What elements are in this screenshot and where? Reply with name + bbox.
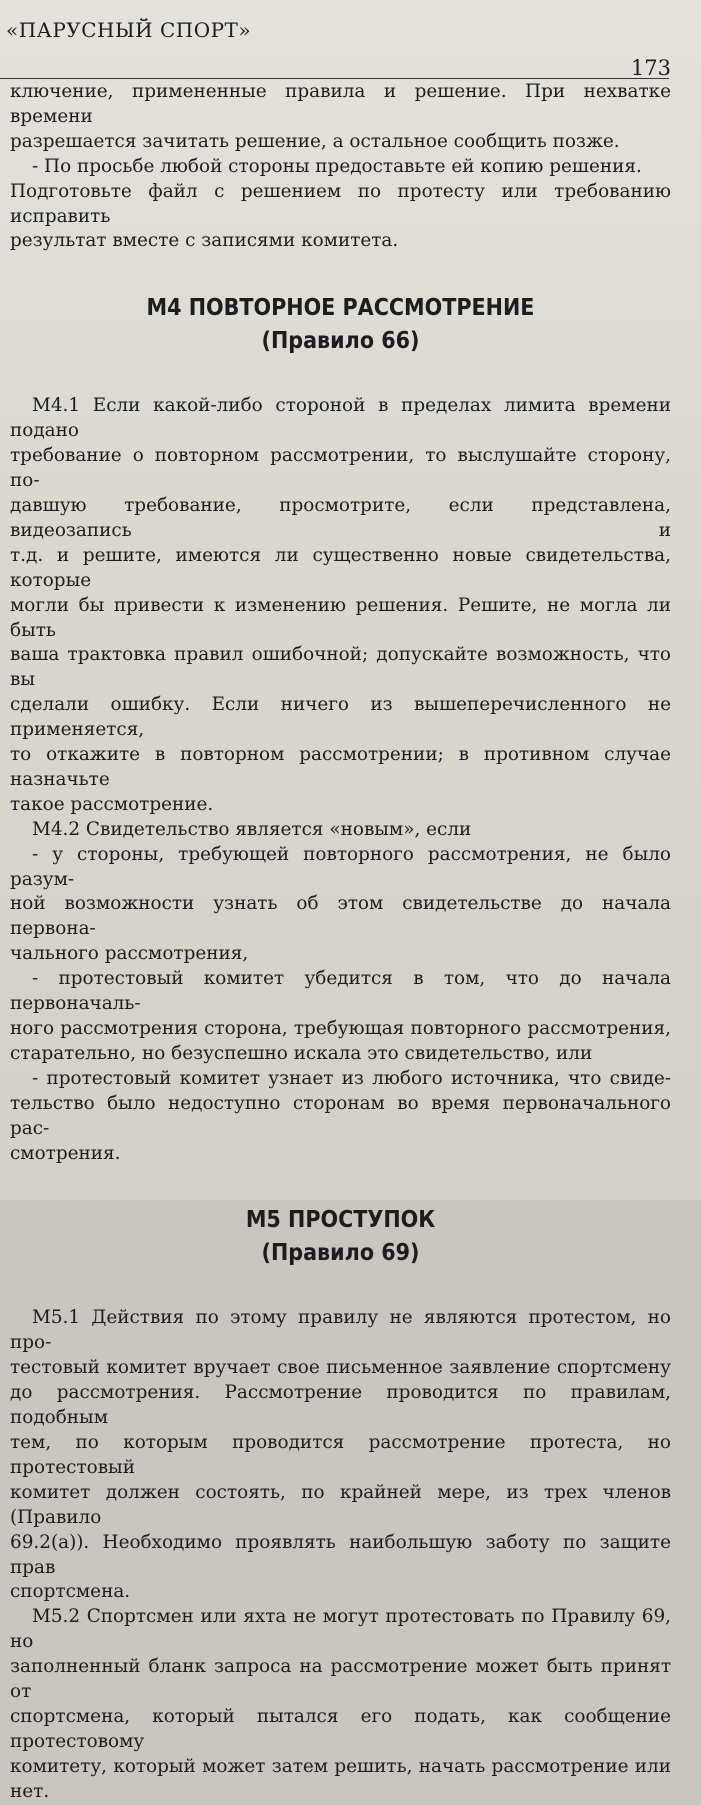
m4-1-line: то откажите в повторном рассмотрении; в противном случае назначьте [10, 744, 671, 790]
section-m4-rule-ref: (Правило 66) [261, 328, 420, 355]
m4-2-item-1-line: - у стороны, требующей повторного рассмотрения, не было разум- [10, 843, 671, 890]
m4-2-item-2-line: ного рассмотрения сторона, требующая повторного рассмотрения, [10, 1018, 671, 1039]
section-m5-title: М5 ПРОСТУПОК [245, 1207, 436, 1234]
section-m5-heading [10, 1204, 671, 1270]
intro-line: Подготовьте файл с решением по протесту или требованию исправить [10, 180, 671, 227]
m5-1-line: до рассмотрения. Рассмотрение проводится по правилам, подобным [10, 1382, 671, 1429]
m4-1-line: такое рассмотрение. [10, 793, 214, 815]
m4-2-item-3-line: - протестовый комитет узнает из любого источника, что свиде- [32, 1067, 671, 1089]
intro-line: ключение, примененные правила и решение. При нехватке времени [10, 81, 671, 127]
intro-line: разрешается зачитать решение, а остальное сообщить позже. [10, 130, 620, 152]
m4-2-item-2-line: старательно, но безуспешно искала это свидетельство, или [10, 1042, 593, 1064]
m5-1-line: тем, по которым проводится рассмотрение протеста, но протестовый [10, 1431, 671, 1478]
m5-1-line: тестовый комитет вручает свое письменное заявление спортсмену [10, 1357, 671, 1379]
section-m5-rule-ref: (Правило 69) [261, 1240, 420, 1267]
m4-1-line: М4.1 Если какой-либо стороной в пределах лимита времени подано [10, 395, 671, 442]
m4-2-item-2-line: - протестовый комитет убедится в том, что до начала первоначаль- [10, 968, 671, 1015]
m4-1-line: сделали ошибку. Если ничего из вышеперечисленного не применяется, [10, 694, 671, 741]
header-rule [0, 78, 669, 79]
running-title: «ПАРУСНЫЙ СПОРТ» [6, 18, 252, 42]
m4-1-line: давшую требование, просмотрите, если представлена, видеозапись и [10, 494, 671, 541]
m4-2-item-1-line: ной возможности узнать об этом свидетельстве до начала первона- [10, 893, 671, 940]
intro-copy-request: - По просьбе любой стороны предоставьте ей копию решения. [32, 155, 642, 177]
m4-1-line: т.д. и решите, имеются ли существенно новые свидетельства, которые [10, 544, 671, 591]
m4-1-line: могли бы привести к изменению решения. Решите, не могла ли быть [10, 594, 671, 641]
m4-1-line: требование о повторном рассмотрении, то выслушайте сторону, по- [10, 445, 671, 492]
m4-2-intro: М4.2 Свидетельство является «новым», если [32, 818, 472, 840]
m5-2-line: М5.2 Спортсмен или яхта не могут протестовать по Правилу 69, но [10, 1606, 671, 1653]
m4-1-line: ваша трактовка правил ошибочной; допускайте возможность, что вы [10, 644, 671, 691]
m4-2-item-1-line: чального рассмотрения, [10, 943, 249, 965]
page-content [10, 80, 671, 1805]
section-m4-title: М4 ПОВТОРНОЕ РАССМОТРЕНИЕ [146, 295, 535, 322]
m5-1-line: комитет должен состоять, по крайней мере, из трех членов (Правило [10, 1481, 671, 1528]
m5-2-line: заполненный бланк запроса на рассмотрение может быть принят от [10, 1656, 671, 1703]
intro-line: результат вместе с записями комитета. [10, 230, 399, 252]
m4-2-item-3-line: тельство было недоступно сторонам во время первоначального рас- [10, 1092, 671, 1139]
m5-2-line: комитету, который может затем решить, начать рассмотрение или нет. [10, 1755, 671, 1802]
m5-1-line: М5.1 Действия по этому правилу не являются протестом, но про- [10, 1307, 671, 1354]
m5-1-line: спортсмена. [10, 1581, 131, 1603]
section-m4-heading [10, 292, 671, 358]
m4-2-item-3-line: смотрения. [10, 1142, 121, 1164]
m5-2-line: спортсмена, который пытался его подать, как сообщение протестовому [10, 1705, 671, 1752]
m5-1-line: 69.2(a)). Необходимо проявлять наибольшую заботу по защите прав [10, 1531, 671, 1578]
page-number: 173 [630, 56, 671, 80]
